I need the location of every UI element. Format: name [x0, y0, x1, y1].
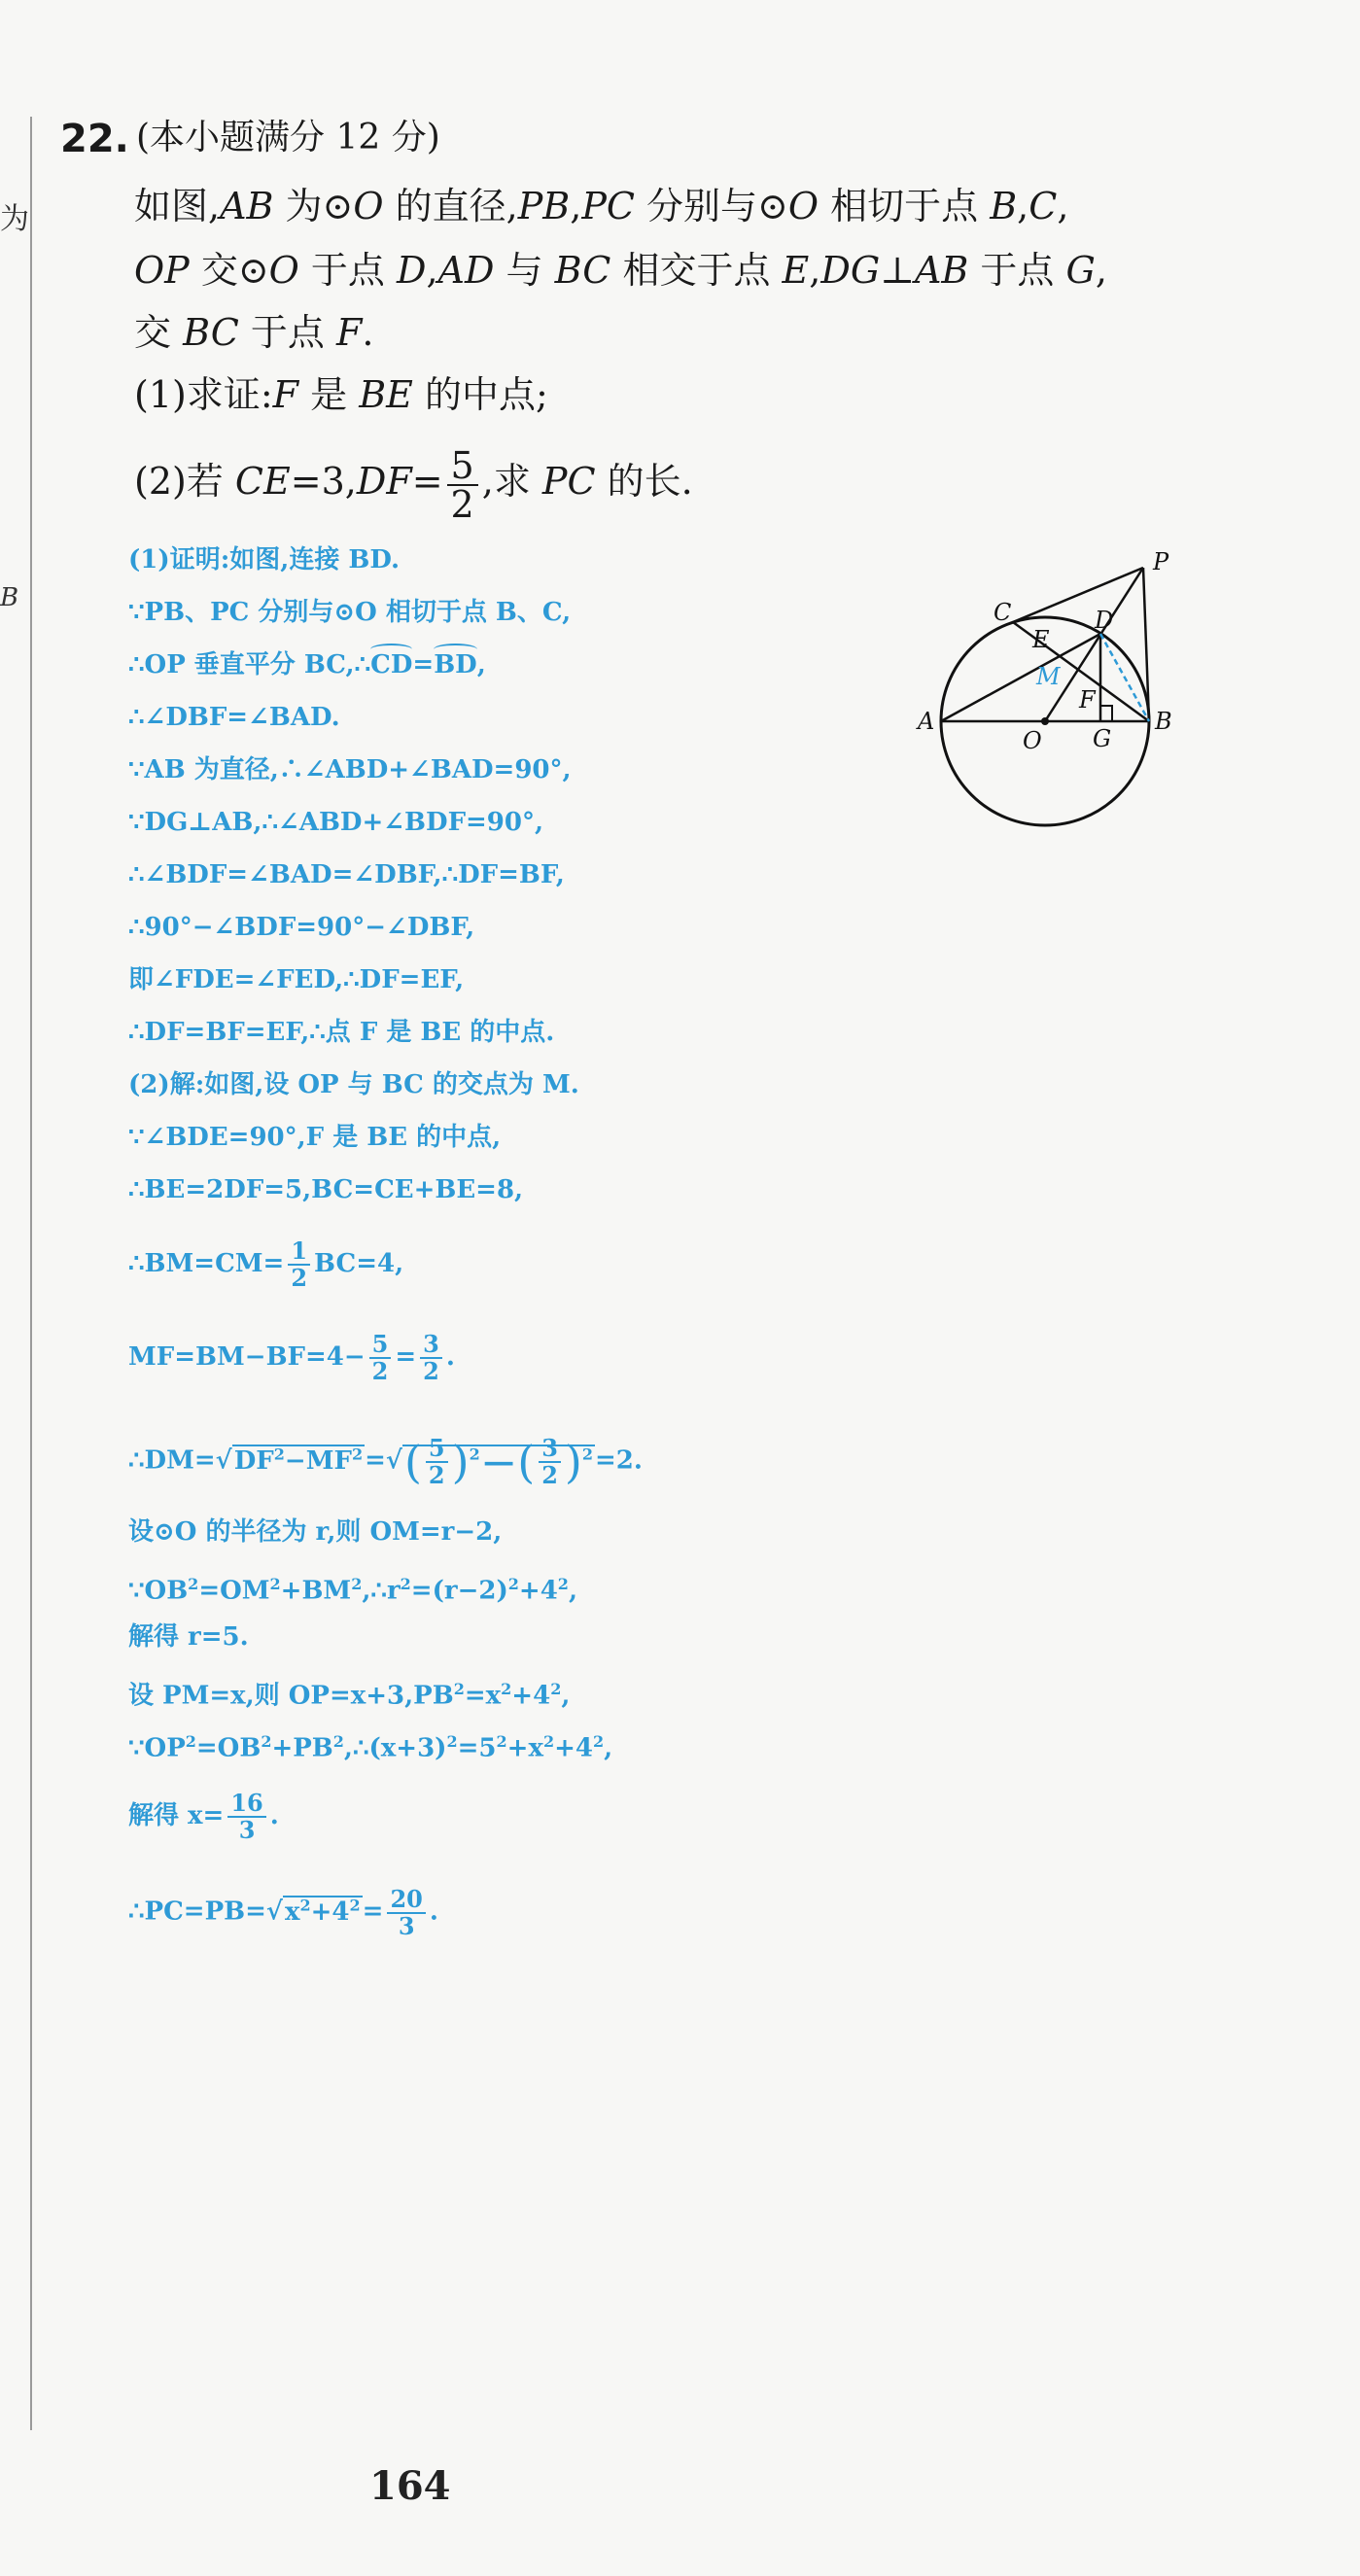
- question-part-2: (2)若 CE=3,DF= $\frac{5}{2}$ ,求 PC 的长.: [134, 443, 693, 526]
- solution-line-17: 设⊙O 的半径为 r,则 OM=r−2,: [128, 1517, 503, 1547]
- solution-line-9: 即∠FDE=∠FED,∴DF=EF,: [128, 965, 465, 994]
- solution-line-15: MF=BM−BF=4− $\frac{5}{2}$ = $\frac{3}{2}$ .: [128, 1330, 455, 1385]
- line-bd-dashed: [1100, 634, 1149, 721]
- label-b: B: [1155, 708, 1172, 735]
- right-angle-mark: [1100, 706, 1112, 721]
- page-number: 164: [369, 2463, 451, 2509]
- solution-line-1: (1)证明:如图,连接 BD.: [128, 545, 401, 574]
- line-pc: [1013, 568, 1143, 622]
- question-meta: (本小题满分 12 分): [136, 118, 440, 157]
- solution-line-4: ∴∠DBF=∠BAD.: [128, 703, 340, 732]
- solution-line-20: 设 PM=x,则 $OP=x+3,PB^2=x^2+4^2$,: [128, 1680, 571, 1711]
- solution-line-11: (2)解:如图,设 OP 与 BC 的交点为 M.: [128, 1070, 579, 1099]
- solution-line-13: ∴BE=2DF=5,BC=CE+BE=8,: [128, 1175, 524, 1204]
- label-m: M: [1036, 663, 1061, 690]
- solution-line-12: ∵∠BDE=90°,F 是 BE 的中点,: [128, 1123, 502, 1152]
- label-p: P: [1153, 548, 1169, 575]
- cut-off-char-mid: B: [0, 583, 19, 612]
- question-line-3: 交 BC 于点 F.: [134, 311, 374, 354]
- solution-line-21: $\because OP^2=OB^2+PB^2,\therefore(x+3)^2=5^2+x^2+4^2$,: [128, 1732, 613, 1763]
- label-e: E: [1032, 626, 1050, 653]
- solution-line-10: ∴DF=BF=EF,∴点 F 是 BE 的中点.: [128, 1018, 555, 1047]
- solution-line-16: $\therefore DM=√DF^2-MF^2=√$( $\frac{5}{2}$ )$^2$−( $\frac{3}{2}$ )$^2$=2.: [128, 1433, 643, 1489]
- solution-line-14: ∴BM=CM= $\frac{1}{2}$ BC=4,: [128, 1236, 404, 1292]
- solution-line-23: $\therefore PC=PB=√x^2+4^2=$ $\frac{20}{3}$ .: [128, 1884, 438, 1940]
- question-number: 22.: [60, 117, 129, 161]
- left-margin-rule: [30, 117, 32, 2430]
- question-line-1: 如图,AB 为⊙O 的直径,PB,PC 分别与⊙O 相切于点 B,C,: [134, 185, 1069, 227]
- label-g: G: [1093, 725, 1112, 752]
- solution-line-2: ∵PB、PC 分别与⊙O 相切于点 B、C,: [128, 598, 572, 627]
- solution-line-5: ∵AB 为直径,∴∠ABD+∠BAD=90°,: [128, 755, 572, 784]
- label-c: C: [994, 599, 1012, 626]
- arc-mark-cd: [370, 644, 412, 655]
- line-ad: [941, 634, 1100, 721]
- arc-mark-bd: [434, 644, 477, 655]
- question-part-1: (1)求证:F 是 BE 的中点;: [134, 373, 548, 416]
- solution-line-7: ∴∠BDF=∠BAD=∠DBF,∴DF=BF,: [128, 860, 565, 889]
- label-a: A: [918, 708, 935, 735]
- label-f: F: [1079, 686, 1096, 714]
- question-line-2: OP 交⊙O 于点 D,AD 与 BC 相交于点 E,DG⊥AB 于点 G,: [134, 249, 1107, 292]
- label-o: O: [1023, 727, 1042, 754]
- solution-line-19: 解得 r=5.: [128, 1622, 249, 1652]
- label-d: D: [1095, 607, 1114, 634]
- solution-line-6: ∵DG⊥AB,∴∠ABD+∠BDF=90°,: [128, 808, 544, 837]
- solution-line-3: ∴OP 垂直平分 BC,∴ CD= BD,: [128, 645, 486, 684]
- solution-line-8: ∴90°−∠BDF=90°−∠DBF,: [128, 913, 475, 942]
- geometry-diagram: [914, 540, 1196, 832]
- center-dot: [1041, 717, 1049, 725]
- fraction-five-halves: $\frac{5}{2}$: [447, 447, 478, 523]
- solution-line-22: 解得 x= $\frac{16}{3}$ .: [128, 1789, 279, 1844]
- solution-line-18: $\because OB^2=OM^2+BM^2,\therefore r^2=(r-2)^2+4^2$,: [128, 1575, 577, 1606]
- cut-off-char-top: 为: [0, 202, 29, 236]
